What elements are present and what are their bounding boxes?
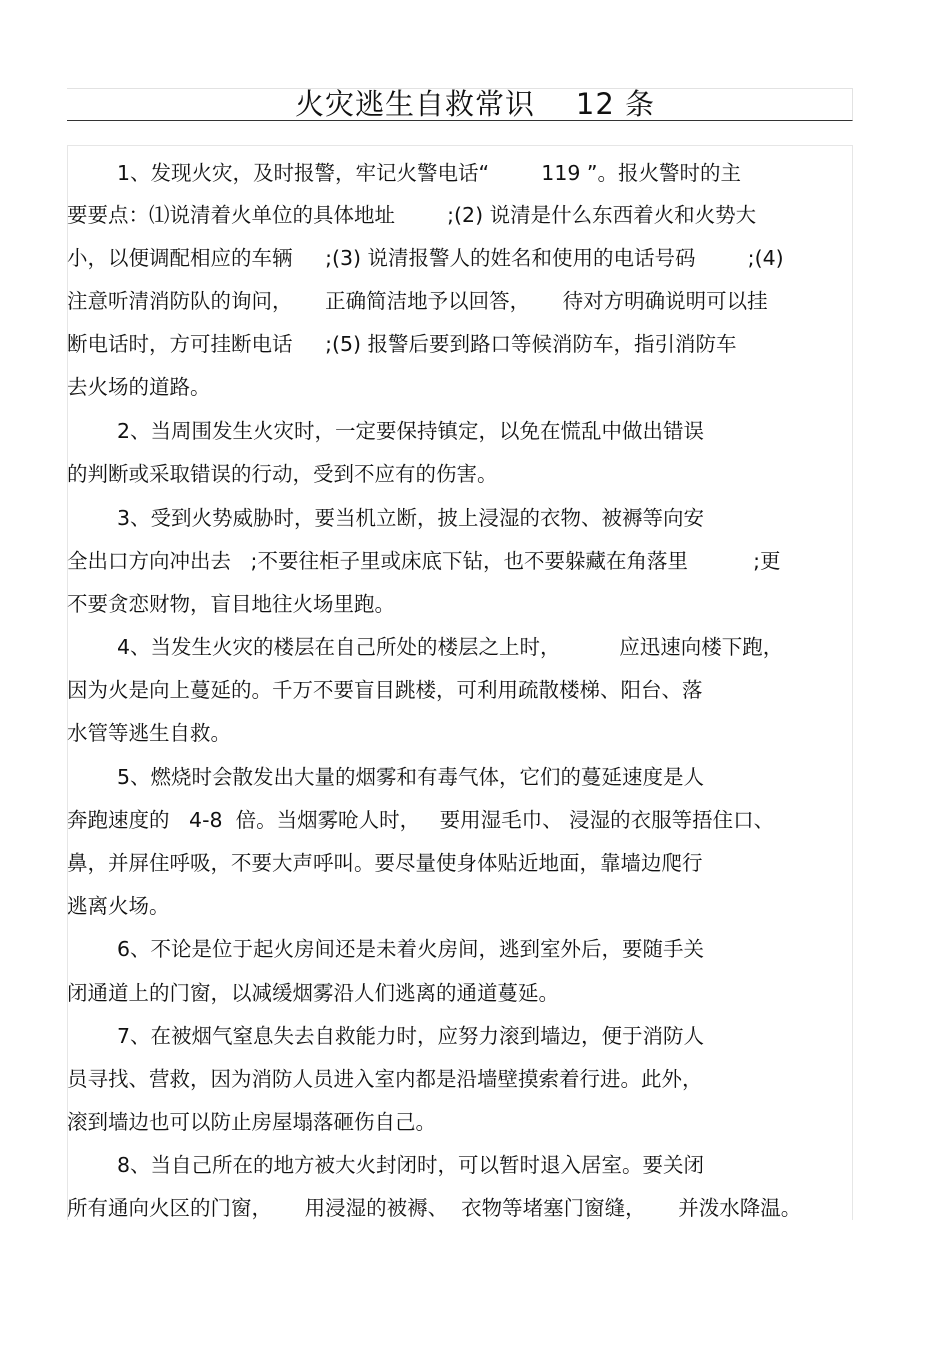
- text-line: 水管等逃生自救。: [67, 721, 231, 745]
- text-line: 滚到墙边也可以防止房屋塌落砸伤自己。: [67, 1110, 436, 1134]
- text-line: 6、不论是位于起火房间还是未着火房间，逃到室外后，要随手关: [117, 937, 705, 961]
- text-line: 2、当周围发生火灾时，一定要保持镇定，以免在慌乱中做出错误: [117, 419, 705, 443]
- text-line: 的判断或采取错误的行动，受到不应有的伤害。: [67, 462, 498, 486]
- text-line: 鼻，并屏住呼吸，不要大声呼叫。要尽量使身体贴近地面，靠墙边爬行: [67, 851, 703, 875]
- text-line: 小，以便调配相应的车辆 ;(3) 说清报警人的姓名和使用的电话号码 ;(4): [67, 246, 784, 270]
- text-line: 全出口方向冲出去 ;不要往柜子里或床底下钻，也不要躲藏在角落里 ;更: [67, 549, 781, 573]
- text-line: 所有通向火区的门窗， 用浸湿的被褥、 衣物等堵塞门窗缝， 并泼水降温。: [67, 1196, 802, 1220]
- text-line: 4、当发生火灾的楼层在自己所处的楼层之上时， 应迅速向楼下跑，: [117, 635, 784, 659]
- document-title: 火灾逃生自救常识 12 条: [295, 87, 655, 121]
- text-line: 7、在被烟气窒息失去自救能力时，应努力滚到墙边，便于消防人: [117, 1024, 705, 1048]
- text-line: 员寻找、营救，因为消防人员进入室内都是沿墙壁摸索着行进。此外，: [67, 1067, 703, 1091]
- text-line: 不要贪恋财物，盲目地往火场里跑。: [67, 592, 395, 616]
- text-line: 3、受到火势威胁时，要当机立断，披上浸湿的衣物、被褥等向安: [117, 506, 705, 530]
- text-line: 5、燃烧时会散发出大量的烟雾和有毒气体，它们的蔓延速度是人: [117, 765, 705, 789]
- text-line: 奔跑速度的 4-8 倍。当烟雾呛人时， 要用湿毛巾、 浸湿的衣服等捂住口、: [67, 808, 775, 832]
- text-line: 8、当自己所在的地方被大火封闭时，可以暂时退入居室。要关闭: [117, 1153, 705, 1177]
- text-line: 闭通道上的门窗，以减缓烟雾沿人们逃离的通道蔓延。: [67, 981, 559, 1005]
- text-line: 逃离火场。: [67, 894, 170, 918]
- text-line: 要要点：⑴说清着火单位的具体地址 ;(2) 说清是什么东西着火和火势大: [67, 203, 757, 227]
- text-line: 断电话时，方可挂断电话 ;(5) 报警后要到路口等候消防车，指引消防车: [67, 332, 737, 356]
- text-line: 1、发现火灾，及时报警，牢记火警电话“ 119 ”。报火警时的主: [117, 161, 742, 185]
- text-line: 注意听清消防队的询问， 正确简洁地予以回答， 待对方明确说明可以挂: [67, 289, 768, 313]
- text-line: 去火场的道路。: [67, 375, 211, 399]
- text-line: 因为火是向上蔓延的。千万不要盲目跳楼，可利用疏散楼梯、阳台、落: [67, 678, 703, 702]
